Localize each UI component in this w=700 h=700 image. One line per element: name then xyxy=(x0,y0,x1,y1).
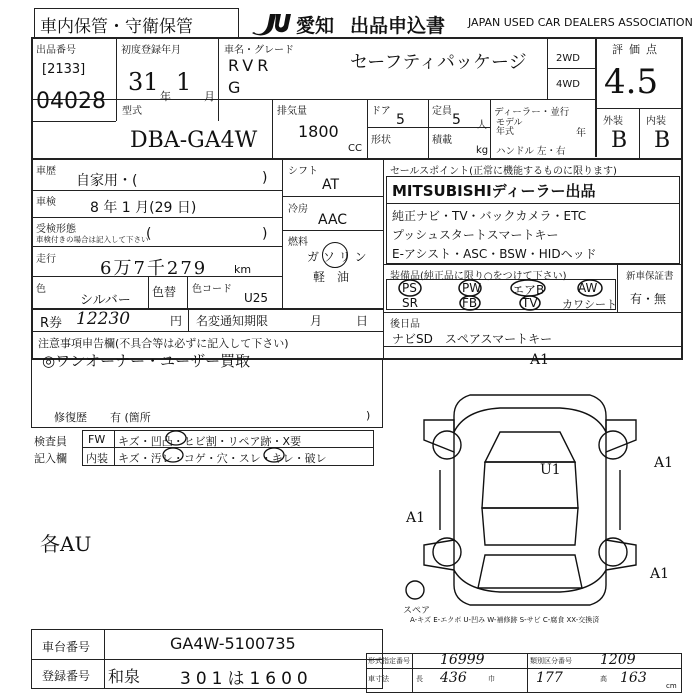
shift-label: シフト xyxy=(288,166,318,177)
association-name: JAPAN USED CAR DEALERS ASSOCIATION xyxy=(468,16,693,29)
ju-logo xyxy=(250,10,292,36)
inspection-value: 8 年 1 月(29 日) xyxy=(90,200,197,216)
chassis-label: 車台番号 xyxy=(42,640,91,654)
selling-point-3: E-アシスト・ASC・BSW・HIDヘッド xyxy=(392,247,597,261)
displacement-label: 排気量 xyxy=(277,106,307,117)
inspection-label: 車検 xyxy=(36,197,56,208)
equip-sr: SR xyxy=(402,296,418,310)
cooling-label: 冷房 xyxy=(288,204,308,215)
seats-value: 5 xyxy=(452,112,461,128)
vehicle-grade: G xyxy=(228,78,241,97)
recycle-unit: 円 xyxy=(170,314,183,328)
width-label: 巾 xyxy=(488,675,495,683)
model-no-value: 16999 xyxy=(440,652,485,668)
recycle-label: R券 xyxy=(40,316,63,331)
selling-points-label: セールスポイント(正常に機能するものに限ります) xyxy=(390,166,617,177)
vehicle-name: RVR xyxy=(228,56,273,75)
equip-aw: AW xyxy=(578,281,598,295)
repair-close: ) xyxy=(366,409,371,422)
vehicle-name-label: 車名・グレード xyxy=(224,45,294,56)
doors-value: 5 xyxy=(396,112,405,128)
registration-label: 初度登録年月 xyxy=(121,45,181,56)
equip-ps: PS xyxy=(402,281,417,295)
rating-label: 評価点 xyxy=(612,43,663,56)
color-value: シルバー xyxy=(80,293,131,308)
equip-fb: FB xyxy=(462,296,478,310)
repair-value: 有 (箇所 xyxy=(110,411,151,424)
length-label: 長 xyxy=(416,675,423,683)
equip-pw: PW xyxy=(462,281,482,295)
color-code-label: 色コード xyxy=(192,284,232,295)
seats-unit: 人 xyxy=(477,120,487,131)
selling-point-1: 純正ナビ・TV・バックカメラ・ETC xyxy=(392,209,587,223)
equip-seat: カワシート xyxy=(562,298,617,311)
prefecture: 愛知 xyxy=(296,15,335,37)
damage-mark-right: A1 xyxy=(654,455,674,471)
form-title: 出品申込書 xyxy=(350,15,446,37)
model-no-label: 形式指定番号 xyxy=(368,657,410,665)
model-change-label: モデル 年式 xyxy=(496,118,523,137)
listing-label: 出品番号 xyxy=(36,45,76,56)
drive-2wd: 2WD xyxy=(556,53,580,64)
exterior-grade: B xyxy=(611,128,628,153)
model-value: DBA-GA4W xyxy=(130,128,258,153)
name-change-day: 日 xyxy=(356,314,369,328)
damage-mark-rear: A1 xyxy=(650,566,670,582)
chassis-value: GA4W-5100735 xyxy=(170,634,296,653)
inspector-interior-items: キズ・汚レ・コゲ・穴・スレ・キレ・破レ xyxy=(118,452,327,465)
aftermarket-value: ナビSD スペアスマートキー xyxy=(392,332,553,346)
width-value: 177 xyxy=(536,670,563,686)
class-no-value: 1209 xyxy=(600,652,636,668)
seats-label: 定員 xyxy=(432,106,452,117)
capacity-label: 積載 xyxy=(432,135,452,146)
doors-label: ドア xyxy=(371,106,391,117)
registration-year-unit: 年 xyxy=(160,90,171,103)
warranty-value: 有・無 xyxy=(630,292,667,306)
interior-grade: B xyxy=(654,128,671,153)
damage-legend: A-キズ E-エクボ U-凹み W-補修跡 S-サビ C-腐食 XX-交換済 xyxy=(410,616,600,624)
name-change-month: 月 xyxy=(310,314,323,328)
color-label: 色 xyxy=(36,284,46,295)
repair-label: 修復歴 xyxy=(54,411,87,424)
model-label: 型式 xyxy=(122,106,142,117)
receive-open: ( xyxy=(146,226,152,242)
drive-4wd: 4WD xyxy=(556,79,580,90)
history-close: ) xyxy=(262,170,268,186)
dims-label: 車寸法 xyxy=(368,675,389,683)
notes-label: 注意事項申告欄(不具合等は必ずに記入して下さい) xyxy=(38,337,289,350)
interior-label: 内装 xyxy=(646,116,666,127)
registration-month-unit: 月 xyxy=(204,90,215,103)
exterior-label: 外装 xyxy=(603,116,623,127)
rating-score: 4.5 xyxy=(604,62,659,102)
equip-tv: TV xyxy=(522,296,538,310)
equipment-label: 装備品(純正品に限り○をつけて下さい) xyxy=(390,271,567,282)
notes-content: ◎ワンオーナー・ユーザー買取 xyxy=(42,352,251,370)
listing-number: 04028 xyxy=(36,89,106,114)
plate-region: 和泉 xyxy=(108,667,141,686)
length-value: 436 xyxy=(440,670,467,686)
model-change-unit: 年 xyxy=(576,128,586,139)
plate-label: 登録番号 xyxy=(42,669,91,683)
inspector-handwritten: 各AU xyxy=(40,532,92,556)
history-label: 車歴 xyxy=(36,166,56,177)
shift-value: AT xyxy=(322,177,340,193)
receive-note: 車検付きの場合は記入して下さい xyxy=(36,235,149,244)
inspector-interior: 内装 xyxy=(86,452,108,465)
equip-airbag: エアB xyxy=(512,283,545,297)
vehicle-package: セーフティパッケージ xyxy=(350,52,527,73)
height-value: 163 xyxy=(620,670,647,686)
plate-digits: 301は1600 xyxy=(180,669,313,689)
displacement-value: 1800 xyxy=(298,122,339,141)
mileage-label: 走行 xyxy=(36,254,56,265)
fuel-diesel: 軽 油 xyxy=(313,270,350,284)
inspector-label-2: 記入欄 xyxy=(34,452,67,465)
aftermarket-label: 後日品 xyxy=(390,319,420,330)
recycle-value: 12230 xyxy=(76,309,131,329)
inspector-fw-items: キズ・凹凸・ヒビ割・リペア跡・X要 xyxy=(118,435,302,448)
storage-type: 車内保管・守衛保管 xyxy=(40,17,193,37)
color-code: U25 xyxy=(244,291,269,305)
receive-close: ) xyxy=(262,226,268,242)
mileage-unit: km xyxy=(234,263,252,276)
class-no-label: 類別区分番号 xyxy=(530,657,572,665)
name-change-label: 名変通知期限 xyxy=(196,314,269,328)
damage-mark-roof: U1 xyxy=(540,462,561,478)
ju-logo-mark xyxy=(250,10,292,36)
mileage-value: 6万7千279 xyxy=(100,258,208,279)
color-swap-label: 色替 xyxy=(152,285,177,299)
registration-month: 1 xyxy=(176,68,192,96)
listing-code: [2133] xyxy=(42,62,86,77)
selling-point-2: プッシュスタートスマートキー xyxy=(392,228,559,242)
dealer-label: ディーラー・並行 xyxy=(494,107,570,118)
receive-label: 受検形態 xyxy=(36,224,76,235)
warranty-label: 新車保証書 xyxy=(626,271,674,282)
fuel-label: 燃料 xyxy=(288,237,308,248)
inspector-fw: FW xyxy=(88,433,106,446)
damage-mark-front: A1 xyxy=(530,352,550,368)
spare-label: スペア xyxy=(403,606,431,616)
height-label: 高 xyxy=(600,675,607,683)
cc-unit: CC xyxy=(348,143,362,154)
selling-points-title: MITSUBISHIディーラー出品 xyxy=(392,182,596,200)
fuel-gas-circle xyxy=(322,242,348,268)
shape-label: 形状 xyxy=(371,135,391,146)
cooling-value: AAC xyxy=(318,212,348,228)
inspector-label-1: 検査員 xyxy=(34,435,67,448)
handle-label: ハンドル 左・右 xyxy=(496,146,566,157)
history-value: 自家用・( xyxy=(76,173,138,189)
kg-unit: kg xyxy=(476,145,489,156)
fuel-gas: ガ ソ リ ン xyxy=(307,250,367,264)
damage-mark-left: A1 xyxy=(406,510,426,526)
registration-year: 31 xyxy=(128,68,159,96)
dims-unit: cm xyxy=(666,682,677,690)
